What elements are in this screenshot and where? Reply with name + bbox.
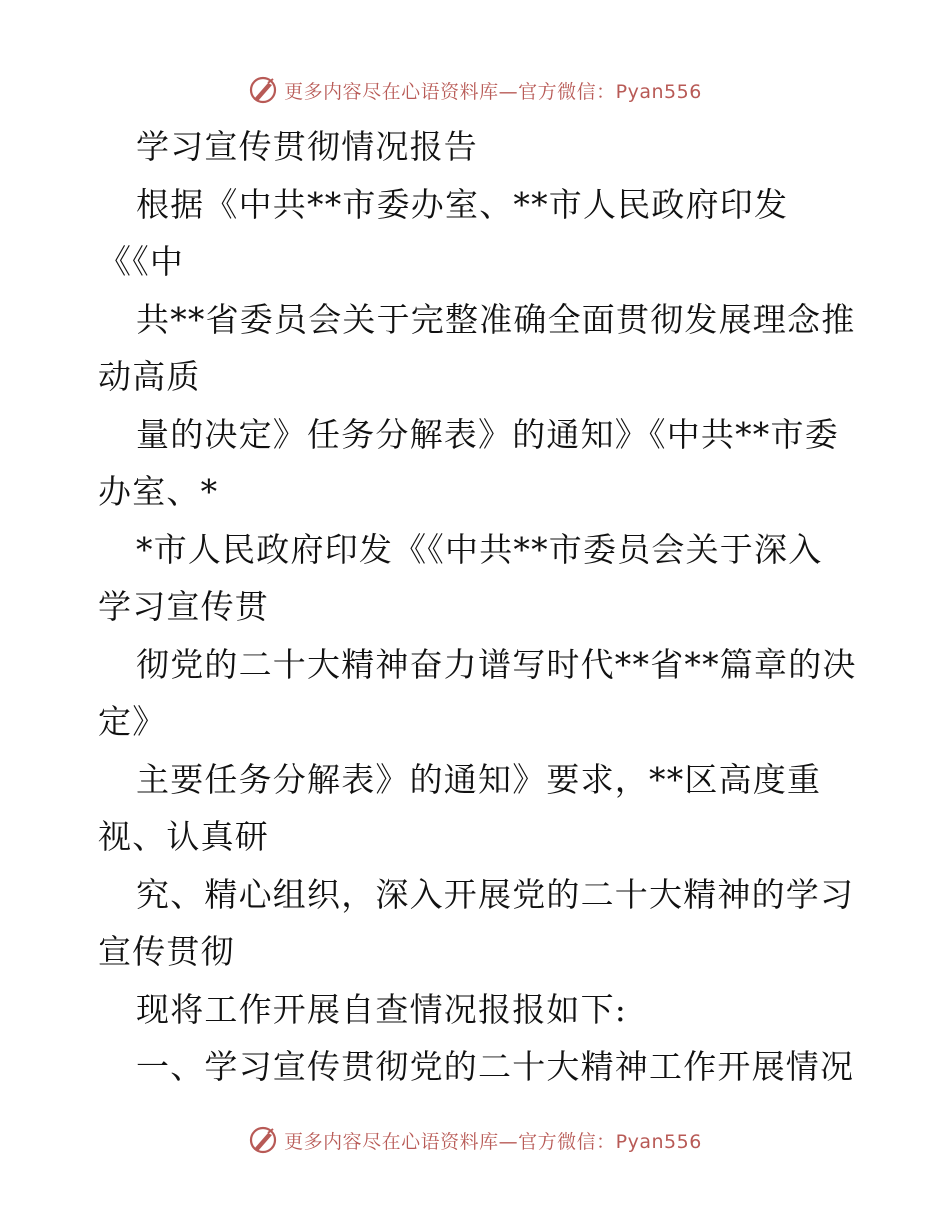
watermark-text: 更多内容尽在心语资料库—官方微信：Pyan556 bbox=[284, 80, 702, 103]
header-watermark bbox=[0, 70, 950, 110]
pen-quill-icon bbox=[248, 75, 278, 105]
text-line: 究、精心组织，深入开展党的二十大精神的学习 bbox=[136, 874, 855, 914]
text-line: 定》 bbox=[98, 702, 167, 741]
text-line: 一、学习宣传贯彻党的二十大精神工作开展情况 bbox=[136, 1047, 855, 1086]
text-line: 根据《中共**市委办室、**市人民政府印发 bbox=[136, 184, 789, 224]
watermark-text: 更多内容尽在心语资料库—官方微信：Pyan556 bbox=[284, 1130, 702, 1153]
pen-quill-icon bbox=[248, 1125, 278, 1155]
text-line: 现将工作开展自查情况报报如下: bbox=[136, 989, 628, 1029]
text-line: 动高质 bbox=[98, 357, 201, 396]
text-line: 《《中 bbox=[98, 242, 185, 281]
text-line: 主要任务分解表》的通知》要求，**区高度重 bbox=[136, 759, 822, 799]
text-line: 彻党的二十大精神奋力谱写时代**省**篇章的决 bbox=[136, 644, 857, 684]
text-line: 学习宣传贯彻情况报告 bbox=[136, 127, 478, 166]
text-line: *市人民政府印发《《中共**市委员会关于深入 bbox=[136, 529, 823, 569]
text-line: 视、认真研 bbox=[98, 817, 269, 856]
text-line: 宣传贯彻 bbox=[98, 932, 235, 971]
text-line: 共**省委员会关于完整准确全面贯彻发展理念推 bbox=[136, 299, 856, 339]
text-line: 量的决定》任务分解表》的通知》《中共**市委 bbox=[136, 414, 839, 454]
footer-watermark bbox=[0, 1120, 950, 1160]
document-body bbox=[98, 118, 858, 1096]
text-line: 办室、* bbox=[98, 472, 219, 511]
text-line: 学习宣传贯 bbox=[98, 587, 269, 626]
